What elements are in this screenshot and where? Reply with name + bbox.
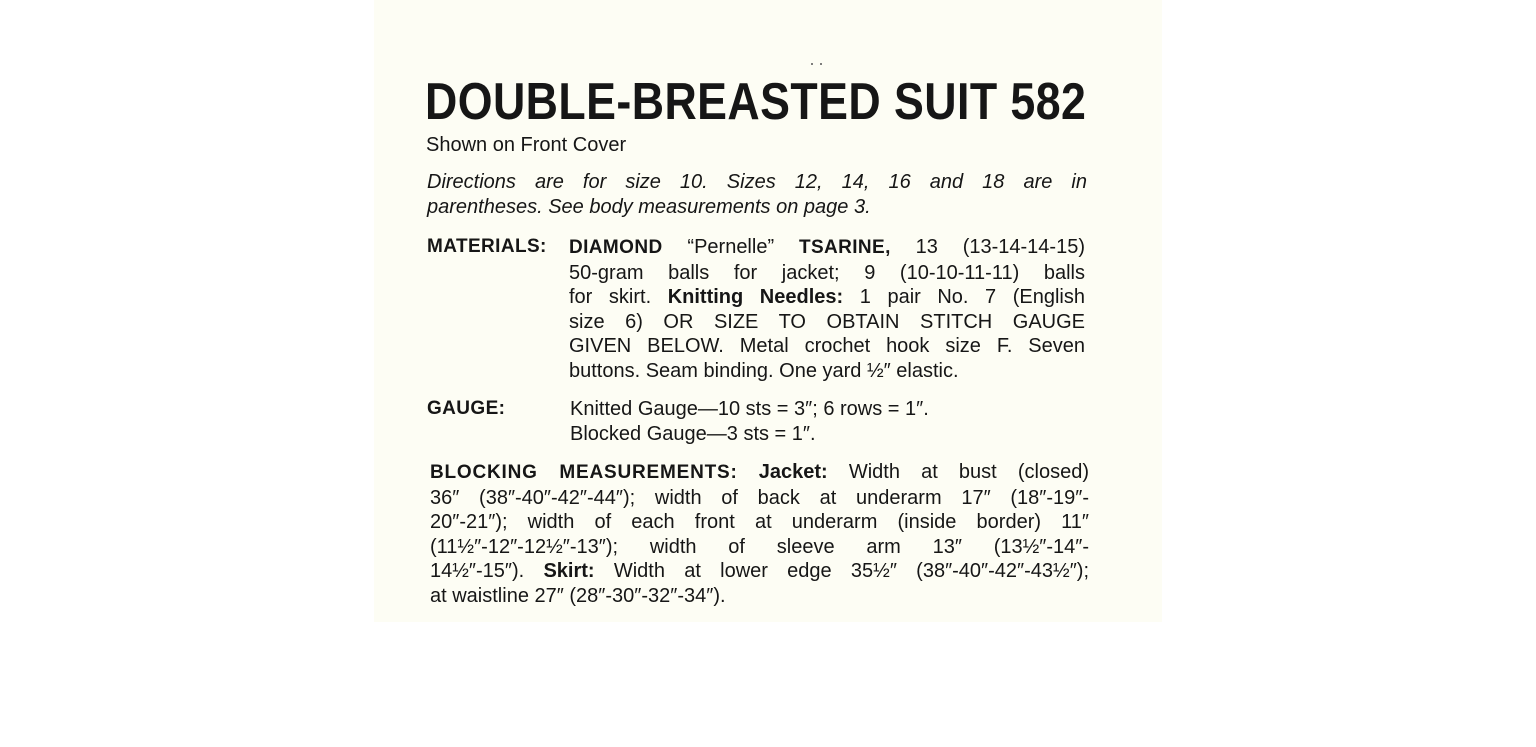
materials-line: 50-gram balls for jacket; 9 (10-10-11-11) balls <box>569 261 1085 284</box>
print-speck <box>811 63 813 65</box>
materials-line <box>569 235 1085 261</box>
yarn-quantity: 13 (13-14-14-15) <box>915 236 1085 258</box>
blocking-text: 14½″-15″). <box>430 560 525 582</box>
brand-name: DIAMOND <box>569 237 663 258</box>
page-subtitle: Shown on Front Cover <box>426 134 627 156</box>
materials-text-pre: for skirt. <box>569 286 652 308</box>
blocking-line: 20″-21″); width of each front at underarm (inside border) 11″ <box>430 511 1089 533</box>
materials-line <box>569 285 1085 310</box>
yarn-name: “Pernelle” <box>687 236 775 258</box>
blocking-text: Width at lower edge 35½″ (38″-40″-42″-43½″); <box>613 560 1089 582</box>
blocking-line <box>430 559 1089 584</box>
intro-line: Directions are for size 10. Sizes 12, 14, 16 and 18 are in <box>427 171 1087 193</box>
intro-line: parentheses. See body measurements on page 3. <box>427 195 871 218</box>
skirt-label: Skirt: <box>543 560 595 582</box>
gauge-line: Blocked Gauge—3 sts = 1″. <box>570 422 816 445</box>
materials-text-post: 1 pair No. 7 (English <box>859 286 1085 308</box>
print-speck <box>820 63 822 65</box>
jacket-label: Jacket: <box>758 461 828 483</box>
gauge-line: Knitted Gauge—10 sts = 3″; 6 rows = 1″. <box>570 398 929 420</box>
materials-text <box>569 235 1085 383</box>
blocking-line: (11½″-12″-12½″-13″); width of sleeve arm 13″ (13½″-14″- <box>430 535 1089 558</box>
page-title: DOUBLE-BREASTED SUIT 582 <box>425 73 1087 131</box>
materials-line: GIVEN BELOW. Metal crochet hook size F. Seven <box>569 335 1085 357</box>
gauge-text <box>570 397 929 446</box>
blocking-line: at waistline 27″ (28″-30″-32″-34″). <box>430 584 726 607</box>
materials-line: buttons. Seam binding. One yard ½″ elastic. <box>569 359 959 382</box>
yarn-type: TSARINE, <box>798 237 891 258</box>
intro-paragraph <box>427 170 1087 219</box>
blocking-measurements <box>430 460 1089 608</box>
blocking-text: Width at bust (closed) <box>848 461 1089 483</box>
blocking-line: 36″ (38″-40″-42″-44″); width of back at underarm 17″ (18″-19″- <box>430 486 1089 509</box>
needles-label: Knitting Needles: <box>667 286 844 308</box>
blocking-line <box>430 460 1089 486</box>
materials-line: size 6) OR SIZE TO OBTAIN STITCH GAUGE <box>569 310 1085 333</box>
blocking-label: BLOCKING MEASUREMENTS: <box>430 462 738 483</box>
gauge-label: GAUGE: <box>427 398 506 419</box>
materials-label: MATERIALS: <box>427 236 547 257</box>
